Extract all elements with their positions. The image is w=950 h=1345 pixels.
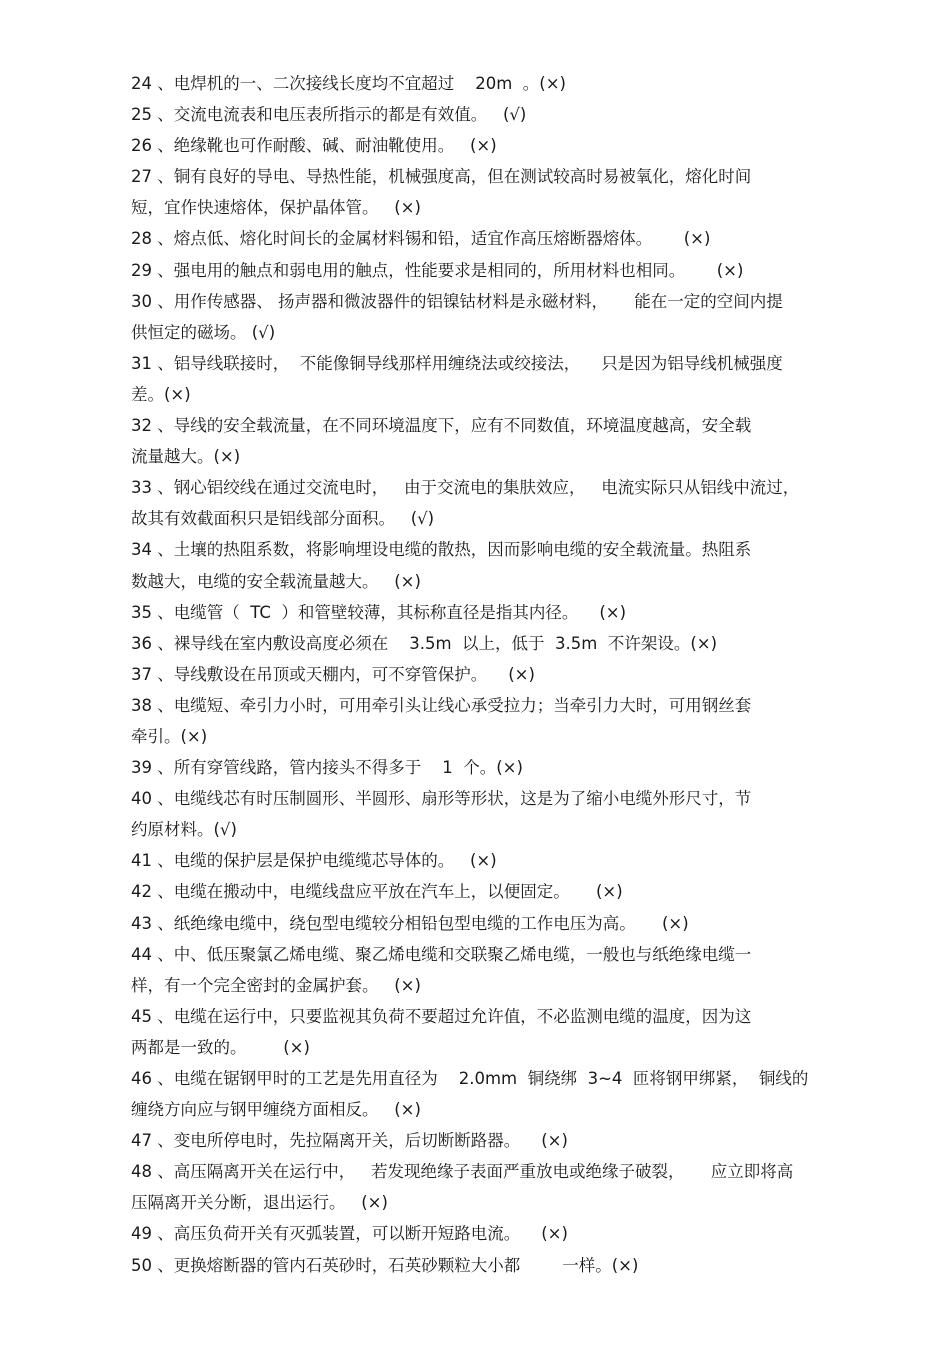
text-line: 41 、电缆的保护层是保护电缆缆芯导体的。 (×) bbox=[131, 851, 497, 871]
text-line: 48 、高压隔离开关在运行中， 若发现绝缘子表面严重放电或绝缘子破裂， 应立即将高 bbox=[131, 1162, 794, 1182]
text-line: 39 、所有穿管线路，管内接头不得多于 1 个。(×) bbox=[131, 758, 523, 778]
text-line: 差。(×) bbox=[131, 384, 191, 404]
text-line: 短，宜作快速熔体，保护晶体管。 (×) bbox=[131, 198, 421, 218]
text-line: 47 、变电所停电时，先拉隔离开关，后切断断路器。 (×) bbox=[131, 1131, 568, 1151]
text-line: 29 、强电用的触点和弱电用的触点，性能要求是相同的，所用材料也相同。 (×) bbox=[131, 260, 744, 280]
text-line: 34 、土壤的热阻系数，将影响埋设电缆的散热，因而影响电缆的安全载流量。热阻系 bbox=[131, 540, 752, 560]
text-line: 故其有效截面积只是铝线部分面积。 (√) bbox=[131, 509, 435, 529]
text-line: 44 、中、低压聚氯乙烯电缆、聚乙烯电缆和交联聚乙烯电缆，一般也与纸绝缘电缆一 bbox=[131, 944, 752, 964]
text-line: 35 、电缆管（ TC ）和管壁较薄，其标称直径是指其内径。 (×) bbox=[131, 602, 627, 622]
question-list bbox=[131, 68, 851, 1281]
text-line: 42 、电缆在搬动中，电缆线盘应平放在汽车上，以便固定。 (×) bbox=[131, 882, 623, 902]
text-line: 30 、用作传感器、 扬声器和微波器件的铝镍钴材料是永磁材料， 能在一定的空间内提 bbox=[131, 291, 783, 311]
text-line: 约原材料。(√) bbox=[131, 820, 237, 840]
text-line: 37 、导线敷设在吊顶或天棚内，可不穿管保护。 (×) bbox=[131, 664, 535, 684]
text-line: 26 、绝缘靴也可作耐酸、碱、耐油靴使用。 (×) bbox=[131, 136, 497, 156]
text-line: 32 、导线的安全载流量，在不同环境温度下，应有不同数值，环境温度越高，安全载 bbox=[131, 416, 752, 436]
text-line: 24 、电焊机的一、二次接线长度均不宜超过 20m 。(×) bbox=[131, 74, 566, 93]
text-line: 数越大，电缆的安全载流量越大。 (×) bbox=[131, 571, 421, 591]
text-line: 样，有一个完全密封的金属护套。 (×) bbox=[131, 975, 421, 995]
text-line: 40 、电缆线芯有时压制圆形、半圆形、扇形等形状，这是为了缩小电缆外形尺寸，节 bbox=[131, 789, 752, 809]
text-line: 36 、裸导线在室内敷设高度必须在 3.5m 以上，低于 3.5m 不许架设。(×) bbox=[131, 633, 718, 653]
text-line: 25 、交流电流表和电压表所指示的都是有效值。 (√) bbox=[131, 105, 527, 125]
text-line: 45 、电缆在运行中，只要监视其负荷不要超过允许值，不必监测电缆的温度，因为这 bbox=[131, 1006, 752, 1026]
text-line: 28 、熔点低、熔化时间长的金属材料锡和铅，适宜作高压熔断器熔体。 (×) bbox=[131, 229, 711, 249]
text-line: 压隔离开关分断，退出运行。 (×) bbox=[131, 1193, 388, 1213]
text-line: 缠绕方向应与钢甲缠绕方面相反。 (×) bbox=[131, 1100, 421, 1120]
text-line: 31 、铝导线联接时， 不能像铜导线那样用缠绕法或绞接法， 只是因为铝导线机械强度 bbox=[131, 353, 783, 373]
text-line: 38 、电缆短、牵引力小时，可用牵引头让线心承受拉力；当牵引力大时，可用钢丝套 bbox=[131, 695, 752, 715]
text-line: 49 、高压负荷开关有灭弧装置，可以断开短路电流。 (×) bbox=[131, 1224, 568, 1244]
text-line: 33 、钢心铝绞线在通过交流电时， 由于交流电的集肤效应， 电流实际只从铝线中流过， bbox=[131, 478, 800, 498]
text-line: 27 、铜有良好的导电、导热性能，机械强度高，但在测试较高时易被氧化，熔化时间 bbox=[131, 167, 752, 187]
text-line: 43 、纸绝缘电缆中，绕包型电缆较分相铅包型电缆的工作电压为高。 (×) bbox=[131, 913, 689, 933]
text-line: 50 、更换熔断器的管内石英砂时，石英砂颗粒大小都 一样。(×) bbox=[131, 1255, 639, 1275]
text-line: 流量越大。(×) bbox=[131, 447, 241, 467]
text-line: 46 、电缆在锯钢甲时的工艺是先用直径为 2.0mm 铜绕绑 3~4 匝将钢甲绑紧， 铜线的 bbox=[131, 1069, 809, 1088]
text-line: 两都是一致的。 (×) bbox=[131, 1037, 310, 1057]
text-line: 牵引。(×) bbox=[131, 726, 208, 746]
text-line: 供恒定的磁场。 (√) bbox=[131, 322, 276, 342]
